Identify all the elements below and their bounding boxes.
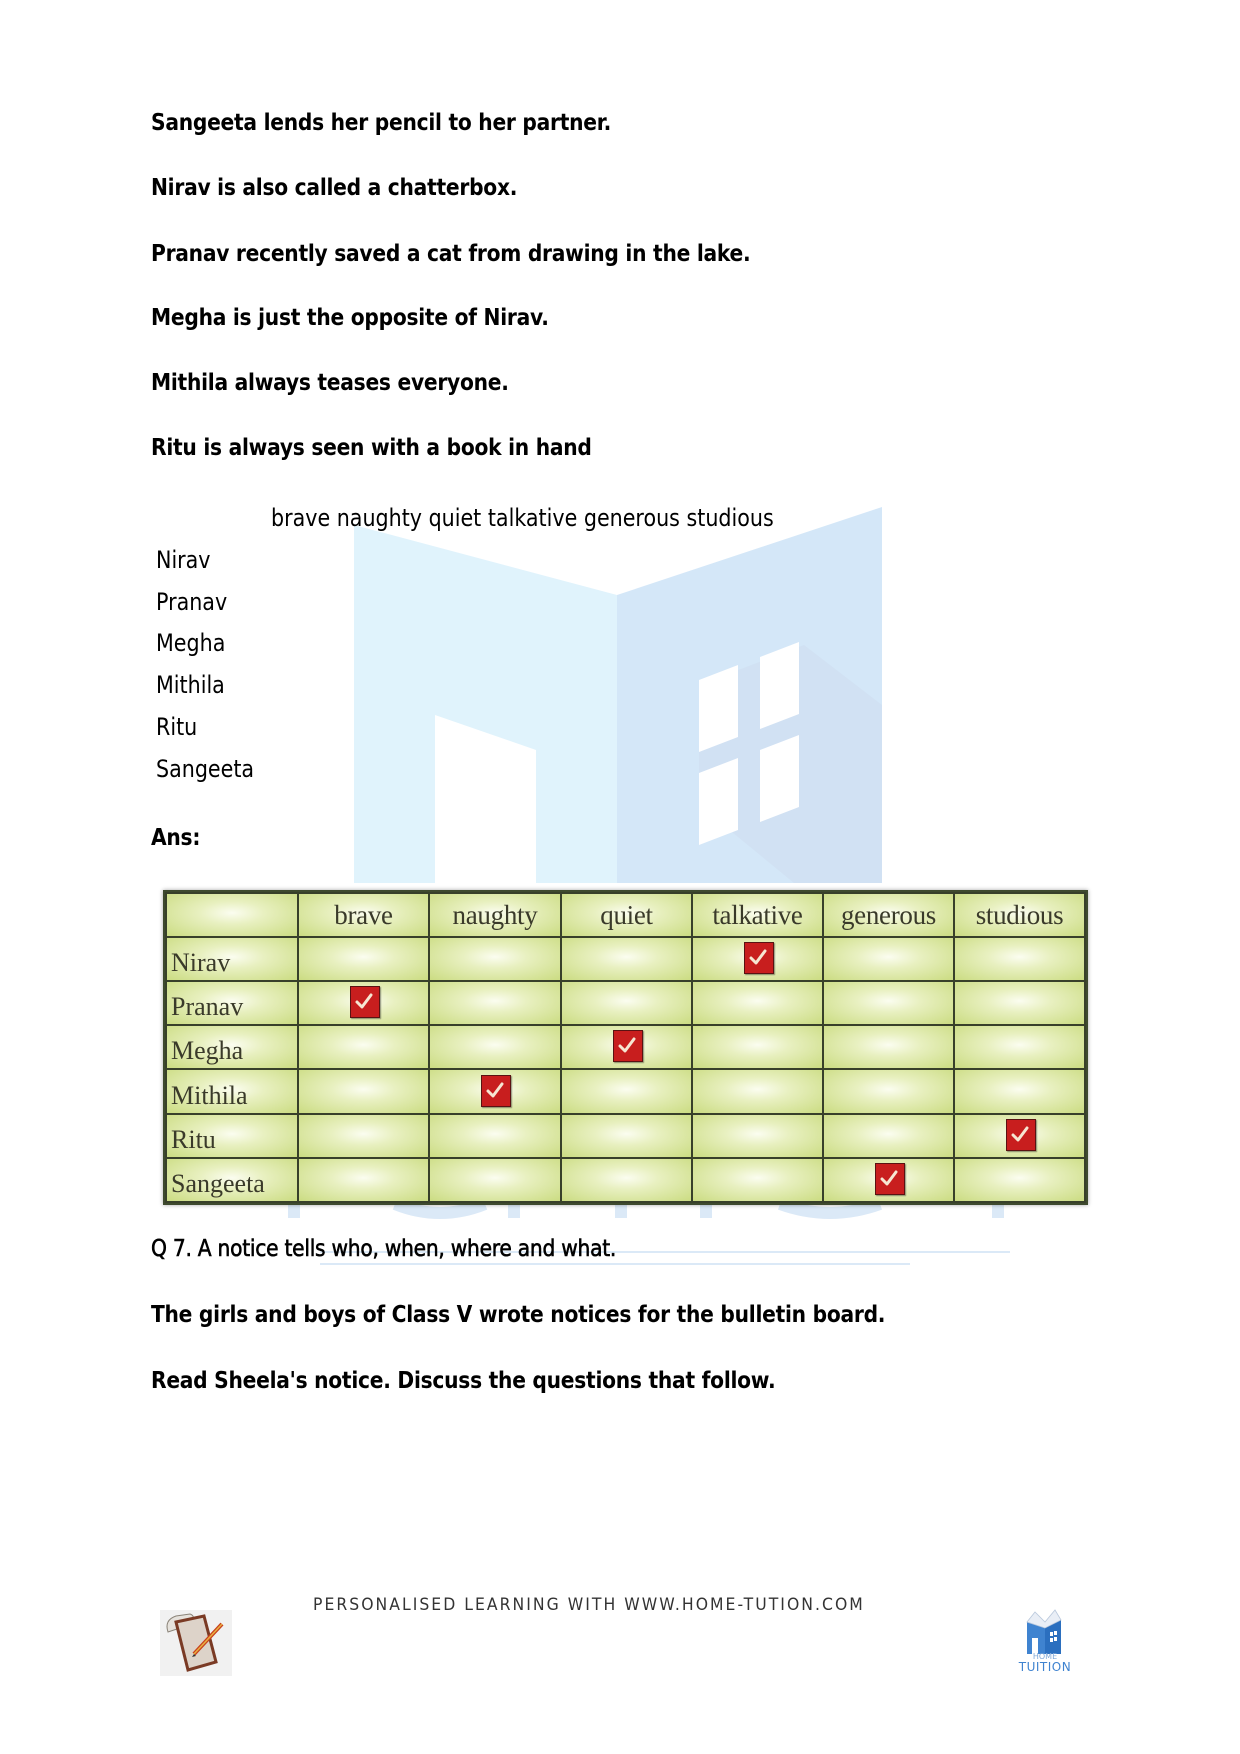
checkmark-box-icon bbox=[613, 1030, 643, 1062]
logo-text-tuition: TUITION bbox=[1018, 1660, 1072, 1674]
checkmark-box-icon bbox=[481, 1075, 511, 1107]
trait-cell-generous bbox=[823, 1025, 954, 1069]
question-name: Ritu bbox=[156, 713, 198, 741]
q7-title: Q 7. A notice tells who, when, where and what. bbox=[151, 1236, 617, 1262]
statement-ritu: Ritu is always seen with a book in hand bbox=[151, 435, 592, 461]
trait-cell-quiet bbox=[561, 1069, 692, 1113]
statement-megha: Megha is just the opposite of Nirav. bbox=[151, 305, 549, 331]
trait-cell-quiet bbox=[561, 937, 692, 981]
column-header-generous: generous bbox=[823, 893, 954, 937]
trait-cell-naughty bbox=[429, 1158, 561, 1202]
question-name: Pranav bbox=[156, 588, 228, 616]
trait-cell-talkative bbox=[692, 1158, 823, 1202]
checkmark-box-icon bbox=[744, 942, 774, 974]
row-name-cell: Pranav bbox=[166, 981, 298, 1025]
question-name: Megha bbox=[156, 629, 226, 657]
table-header-row bbox=[166, 893, 1085, 937]
trait-cell-brave bbox=[298, 1114, 429, 1158]
table-row bbox=[166, 1158, 1085, 1202]
column-header-brave: brave bbox=[298, 893, 429, 937]
row-name-cell: Mithila bbox=[166, 1069, 298, 1113]
statement-mithila: Mithila always teases everyone. bbox=[151, 370, 509, 396]
trait-cell-brave bbox=[298, 1069, 429, 1113]
trait-cell-naughty bbox=[429, 1069, 561, 1113]
trait-cell-studious bbox=[954, 1114, 1085, 1158]
column-header-naughty: naughty bbox=[429, 893, 561, 937]
trait-cell-brave bbox=[298, 981, 429, 1025]
traits-header: brave naughty quiet talkative generous studious bbox=[271, 504, 774, 532]
answer-label: Ans: bbox=[151, 825, 201, 851]
table-row bbox=[166, 1114, 1085, 1158]
trait-cell-studious bbox=[954, 937, 1085, 981]
table-row bbox=[166, 937, 1085, 981]
statement-sangeeta: Sangeeta lends her pencil to her partner. bbox=[151, 110, 612, 136]
column-header-studious: studious bbox=[954, 893, 1085, 937]
trait-cell-quiet bbox=[561, 1114, 692, 1158]
checkmark-box-icon bbox=[350, 986, 380, 1018]
checkmark-box-icon bbox=[1006, 1119, 1036, 1151]
trait-cell-talkative bbox=[692, 937, 823, 981]
trait-cell-talkative bbox=[692, 1025, 823, 1069]
footer-tagline: PERSONALISED LEARNING WITH WWW.HOME-TUTION.COM bbox=[313, 1595, 865, 1615]
watermark-underline bbox=[320, 1263, 910, 1265]
checkmark-box-icon bbox=[875, 1163, 905, 1195]
trait-cell-studious bbox=[954, 981, 1085, 1025]
trait-cell-brave bbox=[298, 937, 429, 981]
trait-cell-studious bbox=[954, 1025, 1085, 1069]
row-name-cell: Nirav bbox=[166, 937, 298, 981]
trait-cell-naughty bbox=[429, 1025, 561, 1069]
trait-cell-naughty bbox=[429, 1114, 561, 1158]
column-header-blank bbox=[166, 893, 298, 937]
trait-cell-brave bbox=[298, 1025, 429, 1069]
trait-cell-quiet bbox=[561, 1025, 692, 1069]
trait-cell-naughty bbox=[429, 981, 561, 1025]
question-name: Mithila bbox=[156, 671, 225, 699]
q7-line-1: The girls and boys of Class V wrote notices for the bulletin board. bbox=[151, 1302, 886, 1328]
trait-cell-brave bbox=[298, 1158, 429, 1202]
trait-cell-quiet bbox=[561, 981, 692, 1025]
table-row bbox=[166, 981, 1085, 1025]
trait-cell-talkative bbox=[692, 1069, 823, 1113]
statement-nirav: Nirav is also called a chatterbox. bbox=[151, 175, 518, 201]
trait-cell-quiet bbox=[561, 1158, 692, 1202]
trait-cell-studious bbox=[954, 1158, 1085, 1202]
table-row bbox=[166, 1025, 1085, 1069]
trait-cell-naughty bbox=[429, 937, 561, 981]
statement-pranav: Pranav recently saved a cat from drawing in the lake. bbox=[151, 241, 751, 267]
trait-cell-generous bbox=[823, 1114, 954, 1158]
trait-cell-talkative bbox=[692, 981, 823, 1025]
trait-cell-talkative bbox=[692, 1114, 823, 1158]
question-name: Sangeeta bbox=[156, 755, 255, 783]
trait-cell-generous bbox=[823, 937, 954, 981]
column-header-quiet: quiet bbox=[561, 893, 692, 937]
question-name: Nirav bbox=[156, 546, 211, 574]
row-name-cell: Megha bbox=[166, 1025, 298, 1069]
column-header-talkative: talkative bbox=[692, 893, 823, 937]
notepad-pencil-icon bbox=[160, 1610, 232, 1676]
q7-line-2: Read Sheela's notice. Discuss the questions that follow. bbox=[151, 1368, 776, 1394]
trait-cell-generous bbox=[823, 1069, 954, 1113]
answer-table bbox=[163, 890, 1088, 1205]
table-row bbox=[166, 1069, 1085, 1113]
row-name-cell: Sangeeta bbox=[166, 1158, 298, 1202]
row-name-cell: Ritu bbox=[166, 1114, 298, 1158]
trait-cell-studious bbox=[954, 1069, 1085, 1113]
trait-cell-generous bbox=[823, 981, 954, 1025]
trait-cell-generous bbox=[823, 1158, 954, 1202]
logo-text-home: HOME bbox=[1032, 1652, 1058, 1661]
watermark-building-icon bbox=[354, 505, 884, 885]
home-tuition-logo bbox=[1015, 1608, 1075, 1674]
